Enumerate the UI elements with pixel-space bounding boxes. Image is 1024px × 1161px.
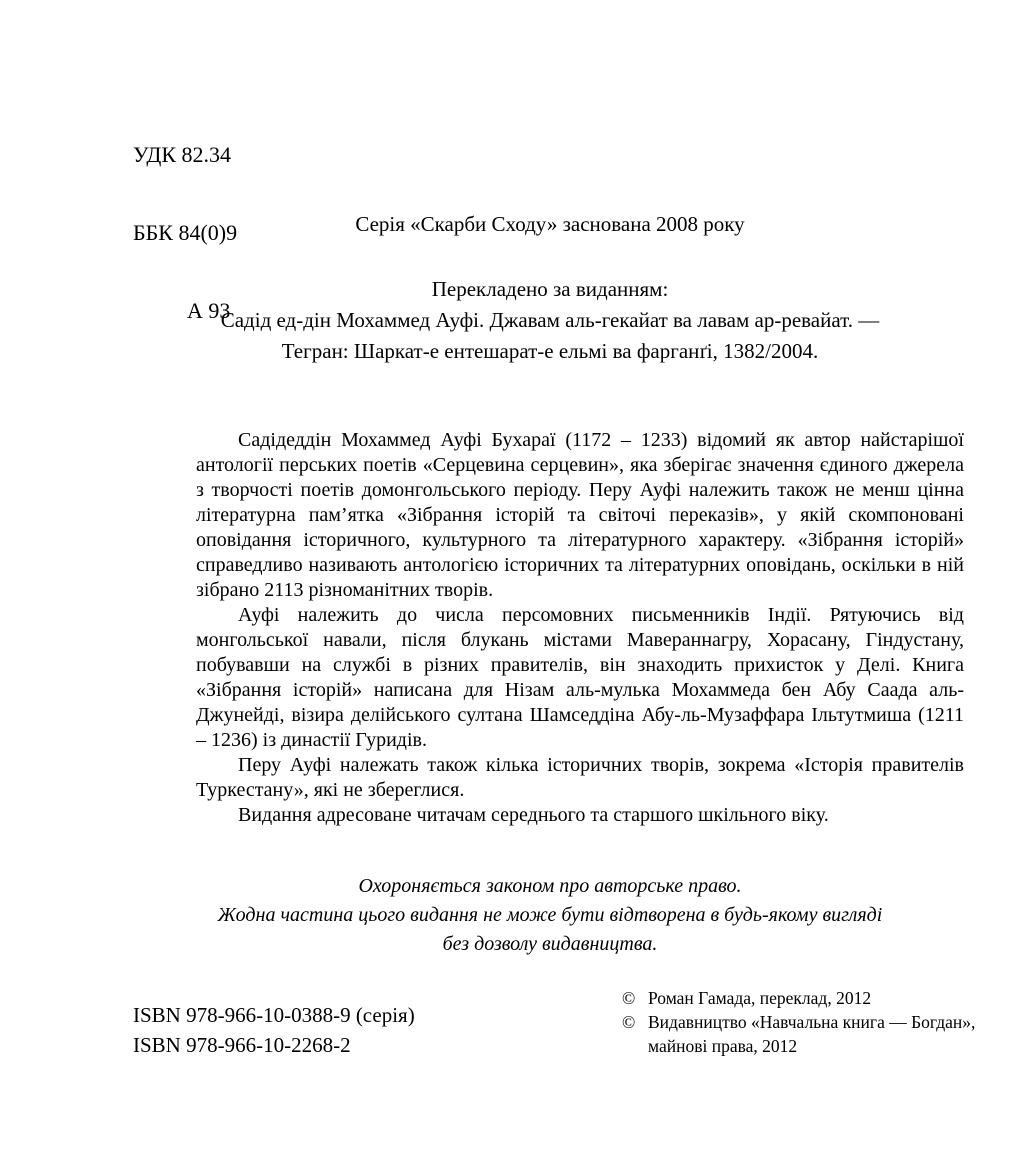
author-sign: А 93 <box>187 298 231 323</box>
source-note <box>38 274 1024 367</box>
rights-notice-line: Жодна частина цього видання не може бути відтворена в будь-якому вигляді <box>217 904 883 926</box>
copyright-entry-translator <box>622 986 992 1010</box>
annotation-paragraph: Перу Ауфі належать також кілька історичних творів, зокрема «Історія правителів Туркестану», які не збереглися. <box>196 754 964 801</box>
source-note-heading: Перекладено за виданням: <box>431 277 669 301</box>
annotation-paragraph: Садідеддін Мохаммед Ауфі Бухараї (1172 – 1233) відомий як автор найстарішої антології перських поетів «Серцевина серцевин», яка зберігає значення єдиного джерела з творчості поетів домонгольського періоду. Перу Ауфі належить також не менш цінна літературна пам’ятка «Зібрання історій та світочі переказів», у якій скомпоновані оповідання історичного, культурного та літературного характеру. «Зібрання історій» справедливо називають антологією історичних та літературних оповідань, оскільки в ній зібрано 2113 різноманітних творів. <box>196 429 964 601</box>
isbn-volume: ISBN 978-966-10-2268-2 <box>133 1033 351 1057</box>
rights-notice-line: Охороняється законом про авторське право. <box>358 875 742 897</box>
annotation-paragraph: Ауфі належить до числа персомовних письменників Індії. Рятуючись від монгольської навали, після блукань містами Мавераннагру, Хорасану, Гіндустану, побувавши на службі в різних правителів, він знаходить прихисток у Делі. Книга «Зібрання історій» написана для Нізам аль-мулька Мохаммеда бен Абу Саада аль-Джунейді, візира делійського султана Шамседдіна Абу-ль-Музаффара Ільтутмиша (1211 – 1236) із династії Гуридів. <box>196 604 964 751</box>
rights-notice-line: без дозволу видавництва. <box>442 933 658 955</box>
udc-code: УДК 82.34 <box>133 142 232 167</box>
isbn-block <box>133 1000 415 1060</box>
series-note: Серія «Скарби Сходу» заснована 2008 року <box>355 212 745 236</box>
copyright-publisher-line2: майнові права, 2012 <box>648 1036 798 1056</box>
rights-notice <box>60 872 1024 959</box>
copyright-publisher-text <box>648 1010 992 1058</box>
copyright-entry-publisher <box>622 1010 992 1058</box>
copyright-publisher-line1: Видавництво «Навчальна книга — Богдан», <box>648 1012 976 1032</box>
bbk-code: ББК 84(0)9 <box>133 220 238 245</box>
copyright-translator-text: Роман Гамада, переклад, 2012 <box>648 988 872 1008</box>
copyright-symbol: © <box>622 988 636 1008</box>
source-note-publisher: Тегран: Шаркат-е ентешарат-е ельмі ва фарганґі, 1382/2004. <box>281 339 819 363</box>
annotation-block <box>196 428 964 828</box>
isbn-series: ISBN 978-966-10-0388-9 (серія) <box>133 1003 415 1027</box>
annotation-paragraph: Видання адресоване читачам середнього та старшого шкільного віку. <box>238 804 829 826</box>
source-note-reference: Садід ед-дін Мохаммед Ауфі. Джавам аль-гекайат ва лавам ар-ревайат. — <box>220 308 880 332</box>
copyright-block <box>622 986 992 1058</box>
copyright-symbol: © <box>622 1012 636 1032</box>
